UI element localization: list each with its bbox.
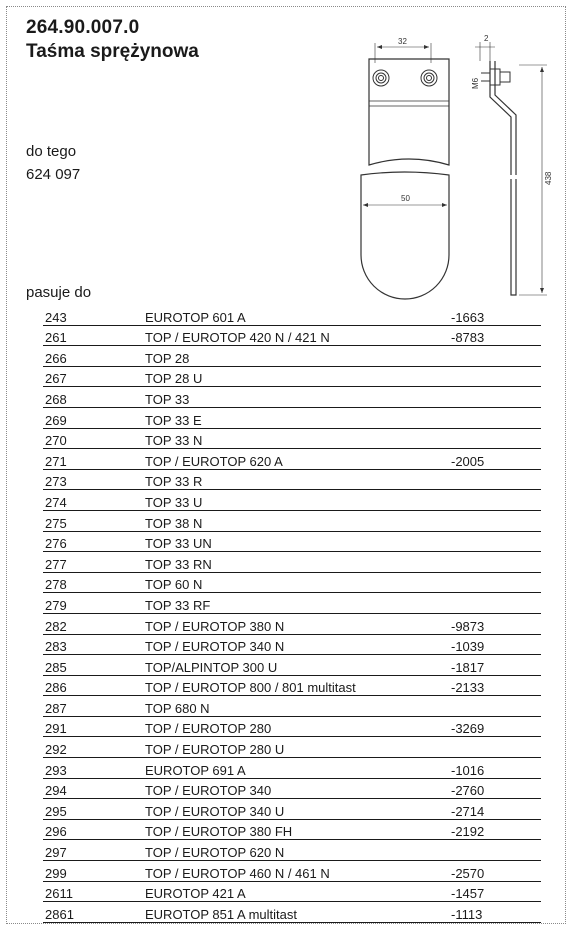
model-name: TOP / EUROTOP 800 / 801 multitast [145,680,356,696]
side-profile-upper [495,61,516,175]
model-code: 270 [45,433,67,449]
model-name: TOP 33 RN [145,556,212,572]
table-row [43,614,541,635]
table-row [43,593,541,614]
dimension-width-top: 32 [398,37,407,46]
table-row [43,820,541,841]
reference-number: -2192 [451,824,485,840]
table-row [43,429,541,450]
model-code: 266 [45,350,67,366]
table-row [43,902,541,923]
model-code: 2861 [45,906,74,922]
model-name: TOP 33 UN [145,536,212,552]
table-row [43,552,541,573]
model-code: 287 [45,700,67,716]
reference-number: -3269 [451,721,485,737]
part-title: Taśma sprężynowa [26,41,199,62]
table-row [43,532,541,553]
model-code: 291 [45,721,67,737]
model-name: EUROTOP 851 A multitast [145,906,297,922]
table-row [43,367,541,388]
model-name: TOP 33 E [145,412,202,428]
model-code: 293 [45,762,67,778]
model-code: 277 [45,556,67,572]
reference-number: -2760 [451,783,485,799]
table-row [43,840,541,861]
catalog-card [6,6,566,924]
model-name: TOP / EUROTOP 340 [145,783,272,799]
side-profile-lower [511,179,516,295]
accessory-number: 624 097 [26,166,81,183]
dimension-thickness: 2 [484,34,489,43]
bolt-icon [373,70,389,86]
table-row [43,470,541,491]
table-row [43,799,541,820]
table-row [43,758,541,779]
table-row [43,490,541,511]
model-name: TOP 38 N [145,515,203,531]
model-name: TOP / EUROTOP 380 N [145,618,285,634]
table-row [43,511,541,532]
model-code: 279 [45,597,67,613]
model-code: 269 [45,412,67,428]
model-name: TOP 33 R [145,474,203,490]
table-row [43,635,541,656]
model-name: TOP / EUROTOP 340 U [145,803,285,819]
model-code: 274 [45,494,67,510]
model-code: 271 [45,453,67,469]
model-name: EUROTOP 601 A [145,309,246,325]
table-row [43,387,541,408]
model-code: 299 [45,865,67,881]
reference-number: -1457 [451,886,485,902]
model-code: 295 [45,803,67,819]
fits-label: pasuje do [26,284,92,301]
table-row [43,676,541,697]
reference-number: -2005 [451,453,485,469]
part-number: 264.90.007.0 [26,17,140,38]
model-name: TOP / EUROTOP 420 N / 421 N [145,330,330,346]
model-code: 292 [45,742,67,758]
model-name: TOP 33 [145,391,190,407]
model-code: 278 [45,577,67,593]
table-row [43,305,541,326]
lower-plate-outline [361,172,449,299]
table-row [43,737,541,758]
dimension-width-bottom: 50 [401,194,410,203]
model-code: 276 [45,536,67,552]
model-name: TOP 33 U [145,494,203,510]
dimension-thread: M6 [471,77,480,89]
table-row [43,655,541,676]
model-name: TOP / EUROTOP 280 [145,721,272,737]
model-code: 294 [45,783,67,799]
model-name: TOP 33 N [145,433,203,449]
reference-number: -1663 [451,309,485,325]
model-code: 275 [45,515,67,531]
reference-number: -2133 [451,680,485,696]
bolt-icon [421,70,437,86]
model-code: 261 [45,330,67,346]
model-name: TOP/ALPINTOP 300 U [145,659,278,675]
upper-plate-outline [369,59,449,165]
technical-drawing [347,29,567,305]
model-code: 243 [45,309,67,325]
model-name: TOP / EUROTOP 280 U [145,742,285,758]
model-code: 282 [45,618,67,634]
reference-number: -1039 [451,639,485,655]
model-code: 267 [45,371,67,387]
table-row [43,882,541,903]
compatibility-table [43,305,541,923]
model-name: EUROTOP 421 A [145,886,246,902]
table-row [43,346,541,367]
model-code: 297 [45,845,67,861]
model-code: 273 [45,474,67,490]
model-name: TOP / EUROTOP 620 N [145,845,285,861]
table-row [43,861,541,882]
dimension-length: 438 [544,171,553,185]
model-code: 285 [45,659,67,675]
model-name: TOP / EUROTOP 380 FH [145,824,293,840]
model-name: TOP 60 N [145,577,203,593]
model-name: TOP 680 N [145,700,210,716]
reference-number: -1113 [451,906,483,922]
model-code: 286 [45,680,67,696]
model-name: TOP 28 U [145,371,203,387]
model-name: TOP / EUROTOP 340 N [145,639,285,655]
table-row [43,449,541,470]
model-code: 283 [45,639,67,655]
table-row [43,573,541,594]
accessory-label: do tego [26,143,77,160]
model-name: TOP / EUROTOP 620 A [145,453,283,469]
model-name: TOP 28 [145,350,190,366]
table-row [43,408,541,429]
table-row [43,779,541,800]
model-name: TOP / EUROTOP 460 N / 461 N [145,865,330,881]
model-code: 2611 [45,886,73,902]
model-name: EUROTOP 691 A [145,762,246,778]
model-code: 296 [45,824,67,840]
model-name: TOP 33 RF [145,597,211,613]
model-code: 268 [45,391,67,407]
reference-number: -2714 [451,803,485,819]
table-row [43,717,541,738]
reference-number: -8783 [451,330,485,346]
reference-number: -9873 [451,618,485,634]
reference-number: -1016 [451,762,485,778]
reference-number: -2570 [451,865,485,881]
reference-number: -1817 [451,659,485,675]
table-row [43,696,541,717]
table-row [43,326,541,347]
